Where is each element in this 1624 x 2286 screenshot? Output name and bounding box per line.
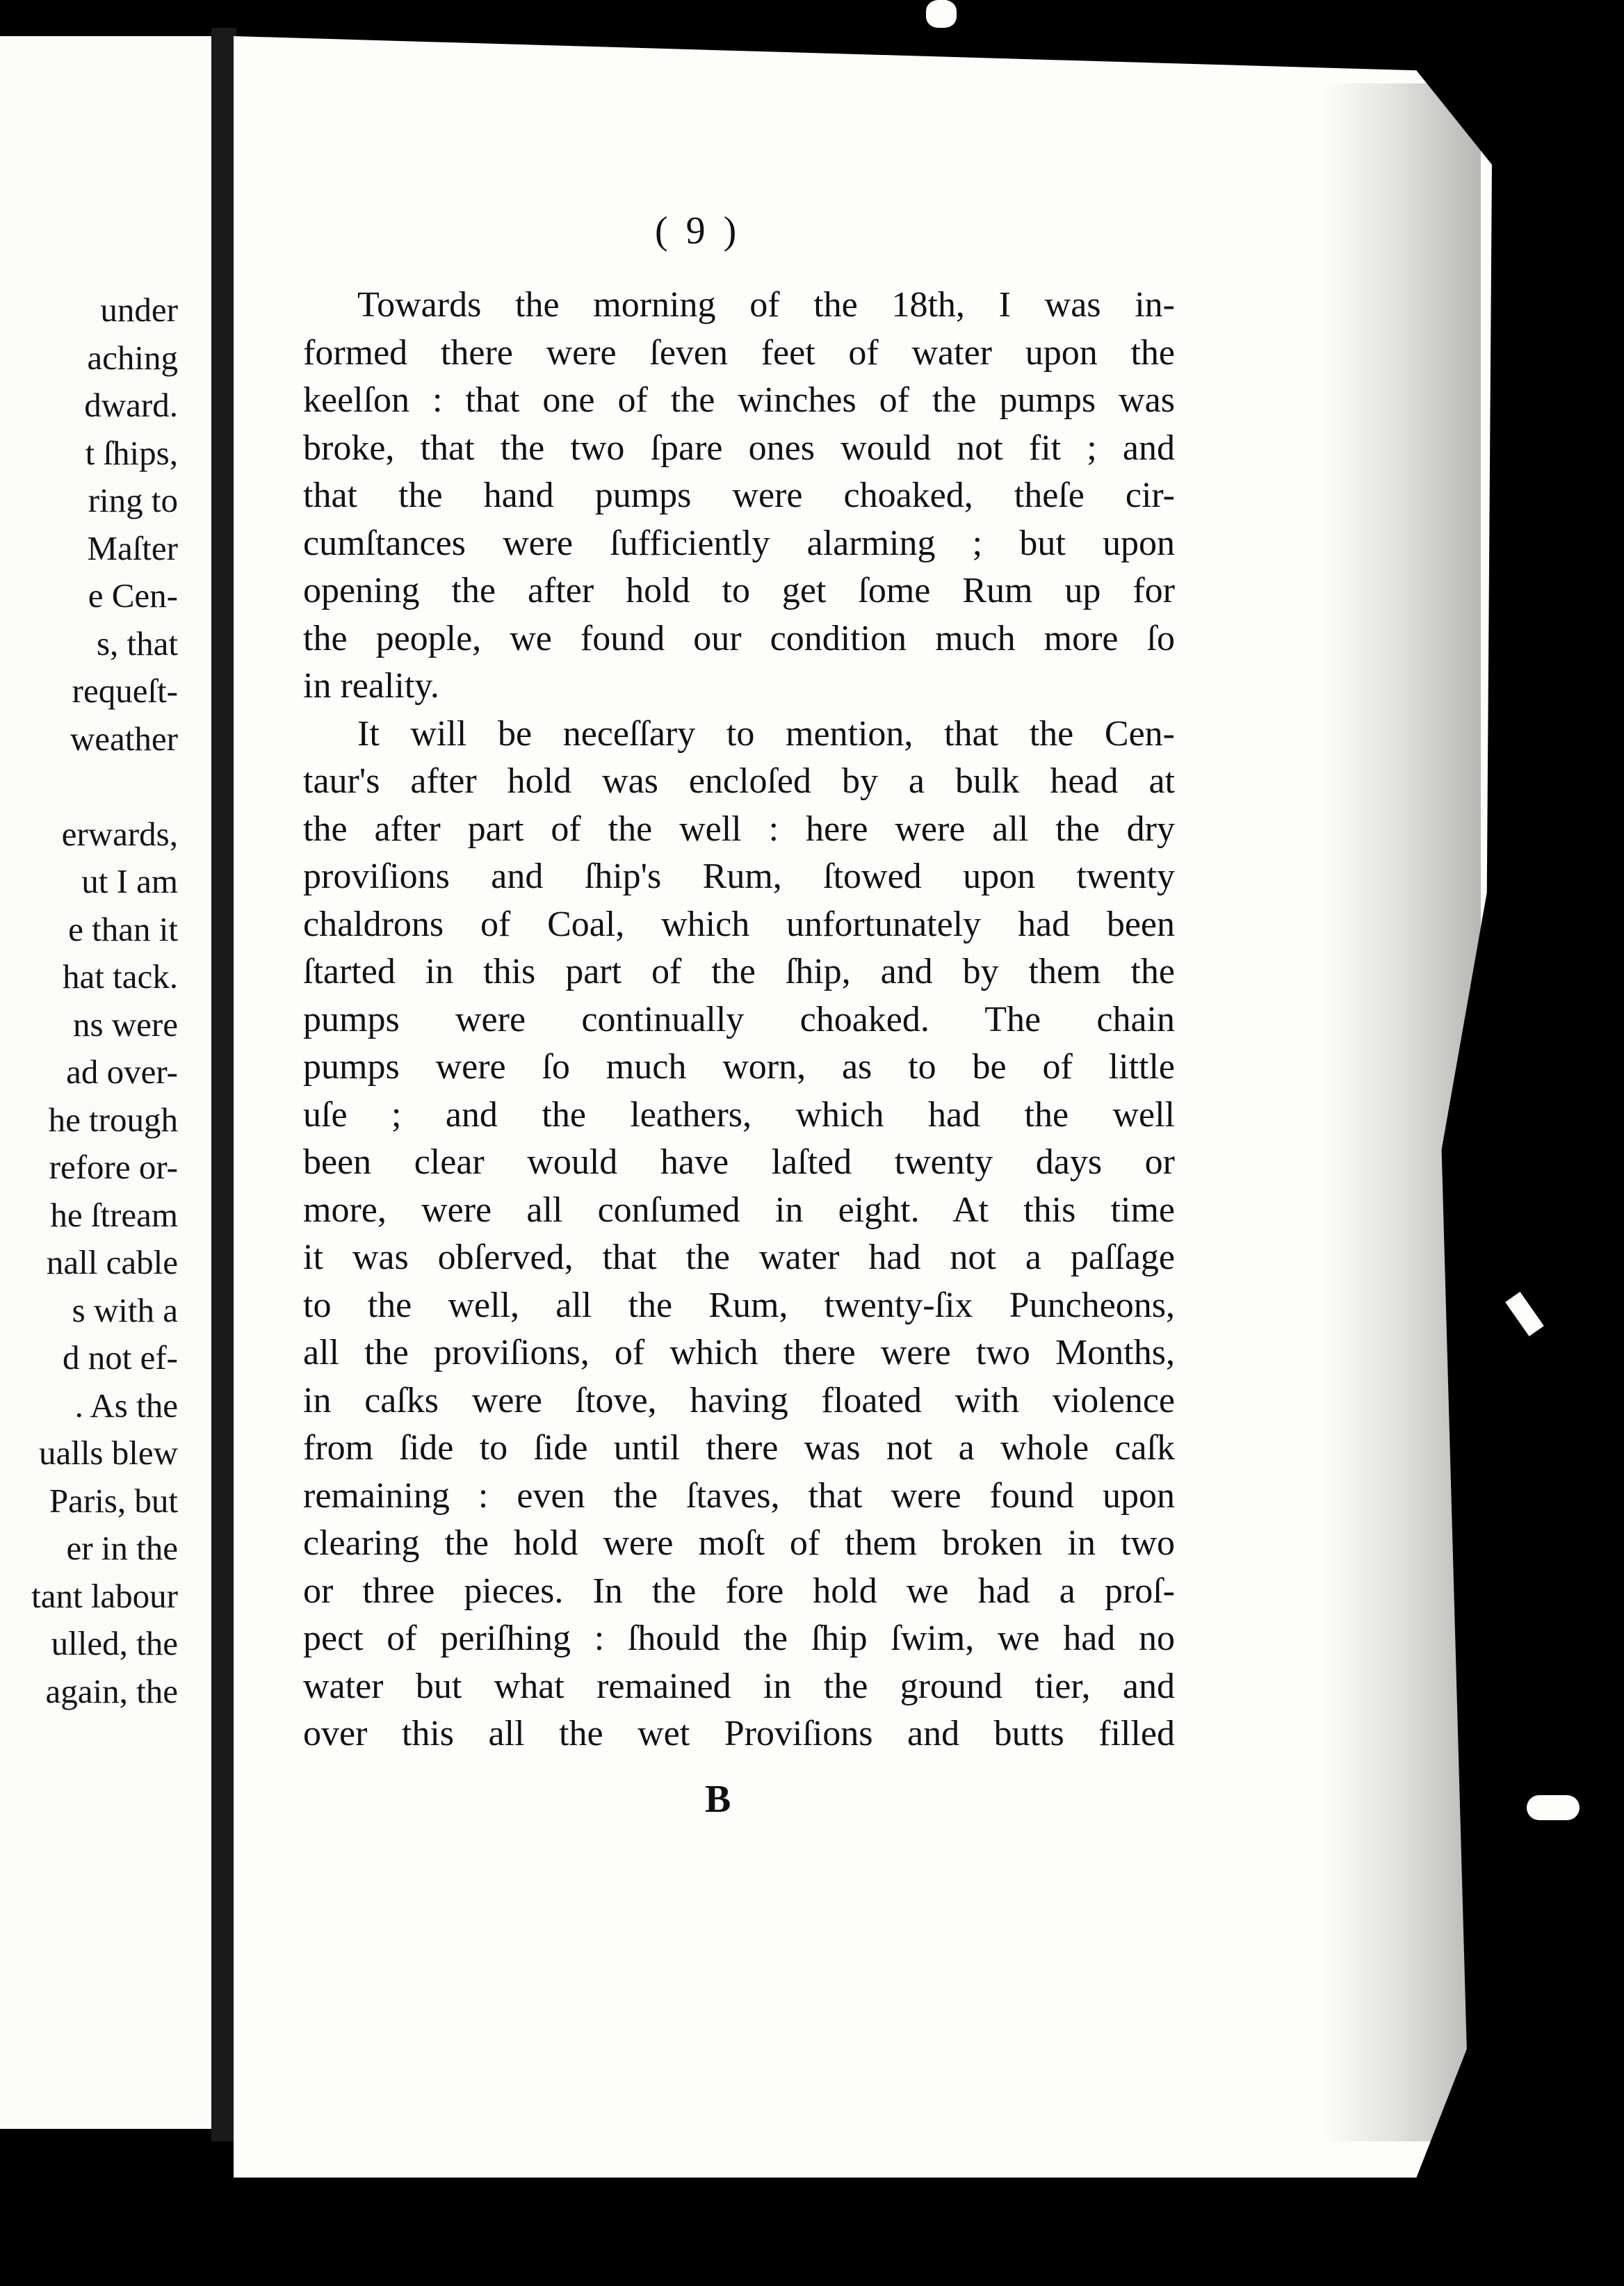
left-text-line: again, the <box>45 1671 178 1710</box>
text-line: clearing the hold were moſt of them broken in two <box>303 1523 1175 1563</box>
text-line: water but what remained in the ground tier, and <box>303 1666 1175 1706</box>
left-text-line: refore or- <box>49 1148 178 1186</box>
page-number: ( 9 ) <box>655 209 741 252</box>
book-gutter <box>211 28 236 2141</box>
text-line: pect of periſhing : ſhould the ſhip ſwim, we had no <box>303 1619 1175 1658</box>
left-text-line: dward. <box>84 386 178 424</box>
left-text-line: d not ef- <box>63 1338 178 1377</box>
text-line: in reality. <box>303 666 439 706</box>
text-line: the people, we found our condition much more ſo <box>303 618 1175 658</box>
text-line: to the well, all the Rum, twenty-ſix Puncheons, <box>303 1285 1175 1325</box>
left-text-line: he trough <box>48 1100 178 1139</box>
text-line: in caſks were ſtove, having floated with violence <box>303 1380 1175 1420</box>
left-text-line: t ſhips, <box>85 433 178 472</box>
left-text-line: ualls blew <box>38 1434 178 1472</box>
left-text-line: Maſter <box>87 528 178 567</box>
left-page-fragment <box>0 36 220 2129</box>
left-text-line: e than it <box>68 909 178 948</box>
text-line: that the hand pumps were choaked, theſe cir- <box>303 476 1175 515</box>
left-text-line: weather <box>70 719 178 758</box>
left-text-line: nall cable <box>46 1243 178 1281</box>
text-line: pumps were continually choaked. The chain <box>303 999 1175 1039</box>
text-line: it was obſerved, that the water had not a paſſage <box>303 1238 1175 1277</box>
text-line: pumps were ſo much worn, as to be of little <box>303 1047 1175 1087</box>
left-text-line: aching <box>87 338 178 377</box>
text-line: Towards the morning of the 18th, I was in- <box>357 285 1175 325</box>
text-line: chaldrons of Coal, which unfortunately had been <box>303 904 1175 944</box>
left-text-line: hat tack. <box>63 957 178 996</box>
text-line: or three pieces. In the fore hold we had a proſ- <box>303 1571 1175 1611</box>
page-body-text <box>303 282 1175 1758</box>
text-line: over this all the wet Proviſions and butts filled <box>303 1714 1175 1753</box>
left-text-line: ut I am <box>81 862 178 900</box>
left-text-line: under <box>100 291 178 329</box>
left-text-line: ulled, the <box>51 1624 178 1662</box>
text-line: keelſon : that one of the winches of the pumps was <box>303 380 1175 420</box>
left-text-line: ns were <box>72 1005 178 1044</box>
signature-mark: B <box>705 1778 731 1821</box>
left-text-line: ring to <box>88 481 178 519</box>
left-text-line: . As the <box>74 1386 178 1425</box>
left-text-line: e Cen- <box>88 576 178 615</box>
text-line: all the proviſions, of which there were two Months, <box>303 1333 1175 1372</box>
paper-speck <box>1505 1292 1544 1336</box>
left-text-line: ad over- <box>66 1053 178 1091</box>
text-line: uſe ; and the leathers, which had the well <box>303 1094 1175 1135</box>
text-line: remaining : even the ſtaves, that were found upon <box>303 1475 1175 1516</box>
left-text-line: requeſt- <box>72 672 178 710</box>
left-text-line <box>31 763 178 811</box>
text-line: more, were all conſumed in eight. At this time <box>303 1190 1175 1230</box>
text-line: It will be neceſſary to mention, that the Cen- <box>357 713 1175 754</box>
paper-speck <box>1527 1795 1580 1820</box>
left-text-line: erwards, <box>61 814 178 853</box>
text-line: taur's after hold was encloſed by a bulk head at <box>303 761 1175 801</box>
text-line: been clear would have laſted twenty days or <box>303 1142 1175 1182</box>
text-line: formed there were ſeven feet of water upon the <box>303 332 1175 373</box>
left-text-line: s with a <box>72 1290 178 1329</box>
text-line: proviſions and ſhip's Rum, ſtowed upon twenty <box>303 857 1175 896</box>
text-line: broke, that the two ſpare ones would not fit ; and <box>303 428 1175 468</box>
left-text-line: he ſtream <box>50 1195 178 1234</box>
left-text-line: tant labour <box>31 1576 178 1615</box>
text-line: ſtarted in this part of the ſhip, and by them the <box>303 952 1175 991</box>
left-text-line: Paris, but <box>49 1481 178 1520</box>
text-line: from ſide to ſide until there was not a whole caſk <box>303 1428 1175 1468</box>
text-line: cumſtances were ſufficiently alarming ; but upon <box>303 523 1175 563</box>
text-line: opening the after hold to get ſome Rum up for <box>303 571 1175 610</box>
paper-speck <box>926 0 957 28</box>
text-line: the after part of the well : here were all the dry <box>303 809 1175 849</box>
left-text-line: er in the <box>66 1529 178 1567</box>
left-page-text <box>31 286 178 1715</box>
left-text-line: s, that <box>96 624 178 663</box>
